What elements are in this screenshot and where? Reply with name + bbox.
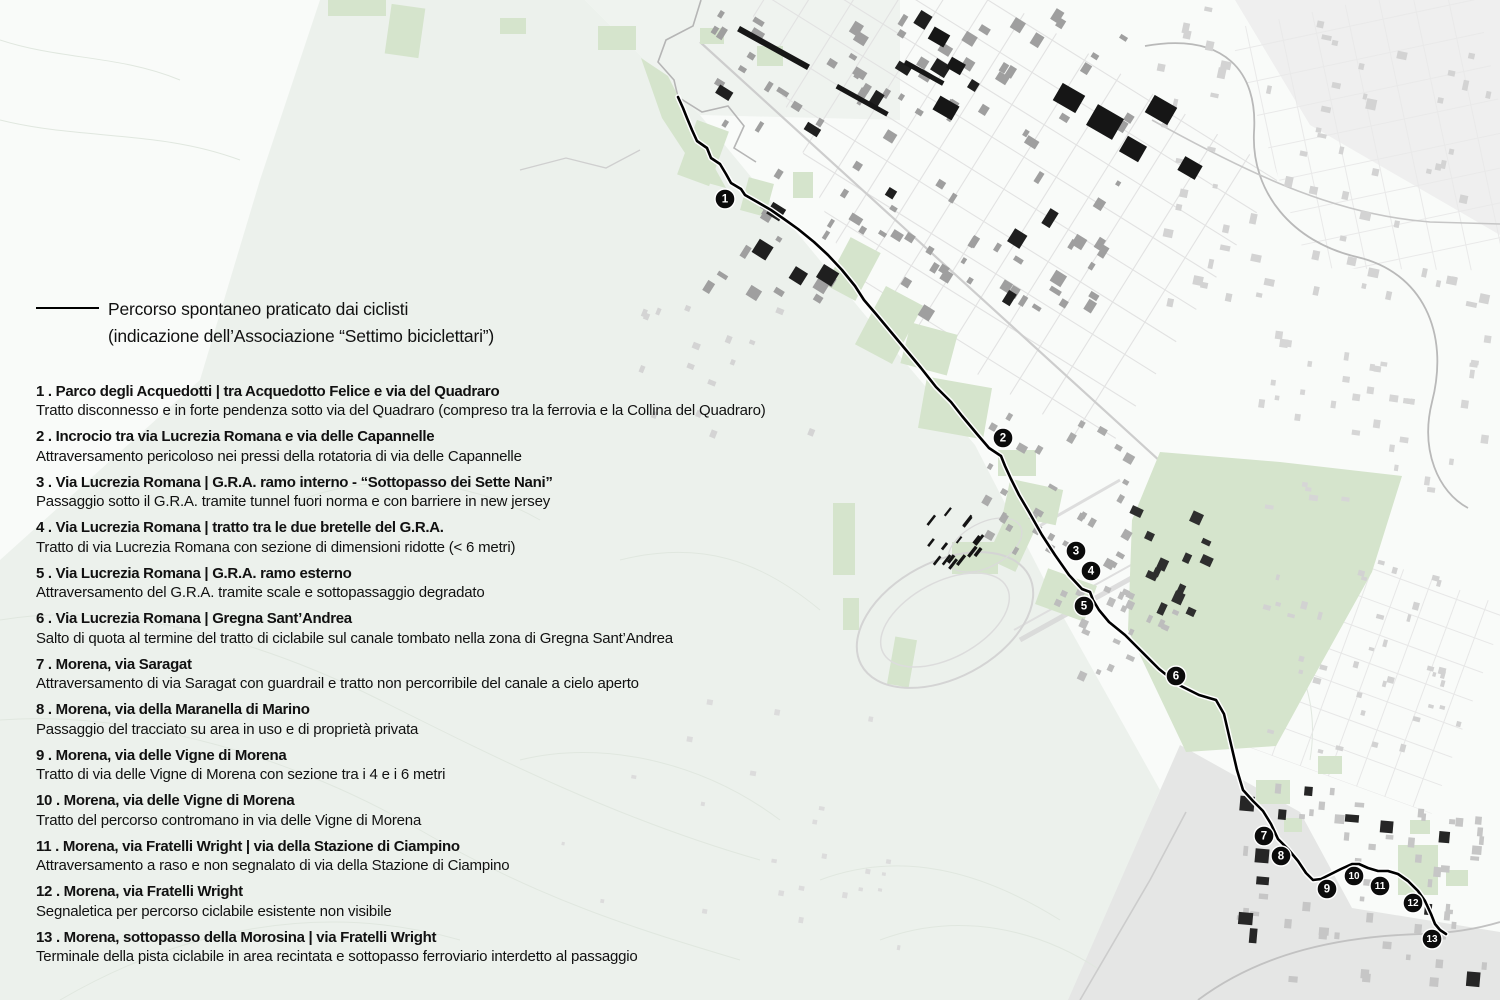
poi-title: 13 . Morena, sottopasso della Morosina | via Fratelli Wright (36, 928, 437, 946)
route-marker-6 (1166, 666, 1186, 686)
marker-number: 3 (1072, 545, 1080, 558)
poi-description: Attraversamento del G.R.A. tramite scale e sottopassaggio degradato (36, 584, 485, 602)
route-marker-8 (1271, 846, 1291, 866)
route-line-sample (36, 307, 99, 309)
route-marker-11 (1370, 876, 1390, 896)
poi-item (36, 655, 826, 694)
marker-number: 5 (1080, 600, 1088, 613)
poi-item (36, 882, 826, 921)
poi-description: Passaggio sotto il G.R.A. tramite tunnel fuori norma e con barriere in new jersey (36, 493, 551, 511)
poi-description: Salto di quota al termine del tratto di ciclabile sul canale tombato nella zona di Gregna Sant’Andrea (36, 629, 673, 647)
marker-number: 7 (1260, 830, 1268, 843)
poi-description: Tratto del percorso contromano in via delle Vigne di Morena (36, 811, 422, 829)
poi-title: 9 . Morena, via delle Vigne di Morena (36, 746, 287, 764)
marker-number: 9 (1323, 883, 1331, 896)
poi-item (36, 564, 826, 603)
poi-item (36, 609, 826, 648)
poi-description: Segnaletica per percorso ciclabile esistente non visibile (36, 902, 392, 920)
legend-label-line2: (indicazione dell’Associazione “Settimo biciclettari”) (108, 326, 495, 346)
marker-number: 6 (1172, 670, 1180, 683)
poi-title: 5 . Via Lucrezia Romana | G.R.A. ramo esterno (36, 564, 352, 582)
poi-description: Passaggio del tracciato su area in uso e di proprietà privata (36, 720, 419, 738)
route-marker-5 (1074, 596, 1094, 616)
poi-description: Tratto disconnesso e in forte pendenza sotto via del Quadraro (compreso tra la ferrovia e la Collina del Quadraro) (36, 402, 766, 420)
poi-description: Tratto di via Lucrezia Romana con sezione di dimensioni ridotte (< 6 metri) (36, 538, 516, 556)
poi-item (36, 427, 826, 466)
route-marker-1 (715, 189, 735, 209)
poi-description: Terminale della pista ciclabile in area recintata e sottopasso ferroviario interdetto al passaggio (36, 948, 638, 966)
legend (36, 296, 494, 350)
poi-item (36, 837, 826, 876)
marker-number: 8 (1277, 850, 1285, 863)
marker-number: 13 (1426, 934, 1438, 945)
legend-label-line1: Percorso spontaneo praticato dai ciclisti (108, 299, 409, 319)
route-marker-9 (1317, 879, 1337, 899)
poi-title: 3 . Via Lucrezia Romana | G.R.A. ramo interno - “Sottopasso dei Sette Nani” (36, 473, 553, 491)
poi-item (36, 746, 826, 785)
poi-item (36, 928, 826, 967)
poi-item (36, 473, 826, 512)
poi-description: Attraversamento pericoloso nei pressi della rotatoria di via delle Capannelle (36, 447, 522, 465)
poi-title: 12 . Morena, via Fratelli Wright (36, 883, 243, 901)
poi-item (36, 700, 826, 739)
marker-number: 1 (721, 193, 729, 206)
poi-description: Tratto di via delle Vigne di Morena con sezione tra i 4 e i 6 metri (36, 766, 446, 784)
poi-description: Attraversamento a raso e non segnalato di via della Stazione di Ciampino (36, 857, 510, 875)
route-marker-13 (1422, 929, 1442, 949)
legend-label (108, 296, 494, 350)
poi-list (36, 382, 826, 973)
poi-title: 11 . Morena, via Fratelli Wright | via della Stazione di Ciampino (36, 837, 460, 855)
route-marker-12 (1403, 893, 1423, 913)
poi-title: 8 . Morena, via della Maranella di Marino (36, 701, 310, 719)
poi-title: 6 . Via Lucrezia Romana | Gregna Sant’Andrea (36, 610, 352, 628)
poi-item (36, 791, 826, 830)
poi-title: 10 . Morena, via delle Vigne di Morena (36, 792, 295, 810)
route-marker-3 (1066, 541, 1086, 561)
route-marker-2 (993, 428, 1013, 448)
marker-number: 2 (999, 432, 1007, 445)
marker-number: 10 (1348, 871, 1360, 882)
marker-number: 11 (1374, 881, 1386, 892)
marker-number: 4 (1087, 565, 1095, 578)
poi-description: Attraversamento di via Saragat con guardrail e tratto non percorribile del canale a cielo aperto (36, 675, 639, 693)
poi-title: 7 . Morena, via Saragat (36, 655, 192, 673)
route-marker-4 (1081, 561, 1101, 581)
poi-title: 2 . Incrocio tra via Lucrezia Romana e via delle Capannelle (36, 428, 435, 446)
poi-title: 4 . Via Lucrezia Romana | tratto tra le due bretelle del G.R.A. (36, 519, 444, 537)
poi-item (36, 382, 826, 421)
marker-number: 12 (1407, 898, 1419, 909)
poi-item (36, 518, 826, 557)
poi-title: 1 . Parco degli Acquedotti | tra Acquedotto Felice e via del Quadraro (36, 383, 500, 400)
route-marker-10 (1344, 866, 1364, 886)
route-marker-7 (1254, 826, 1274, 846)
